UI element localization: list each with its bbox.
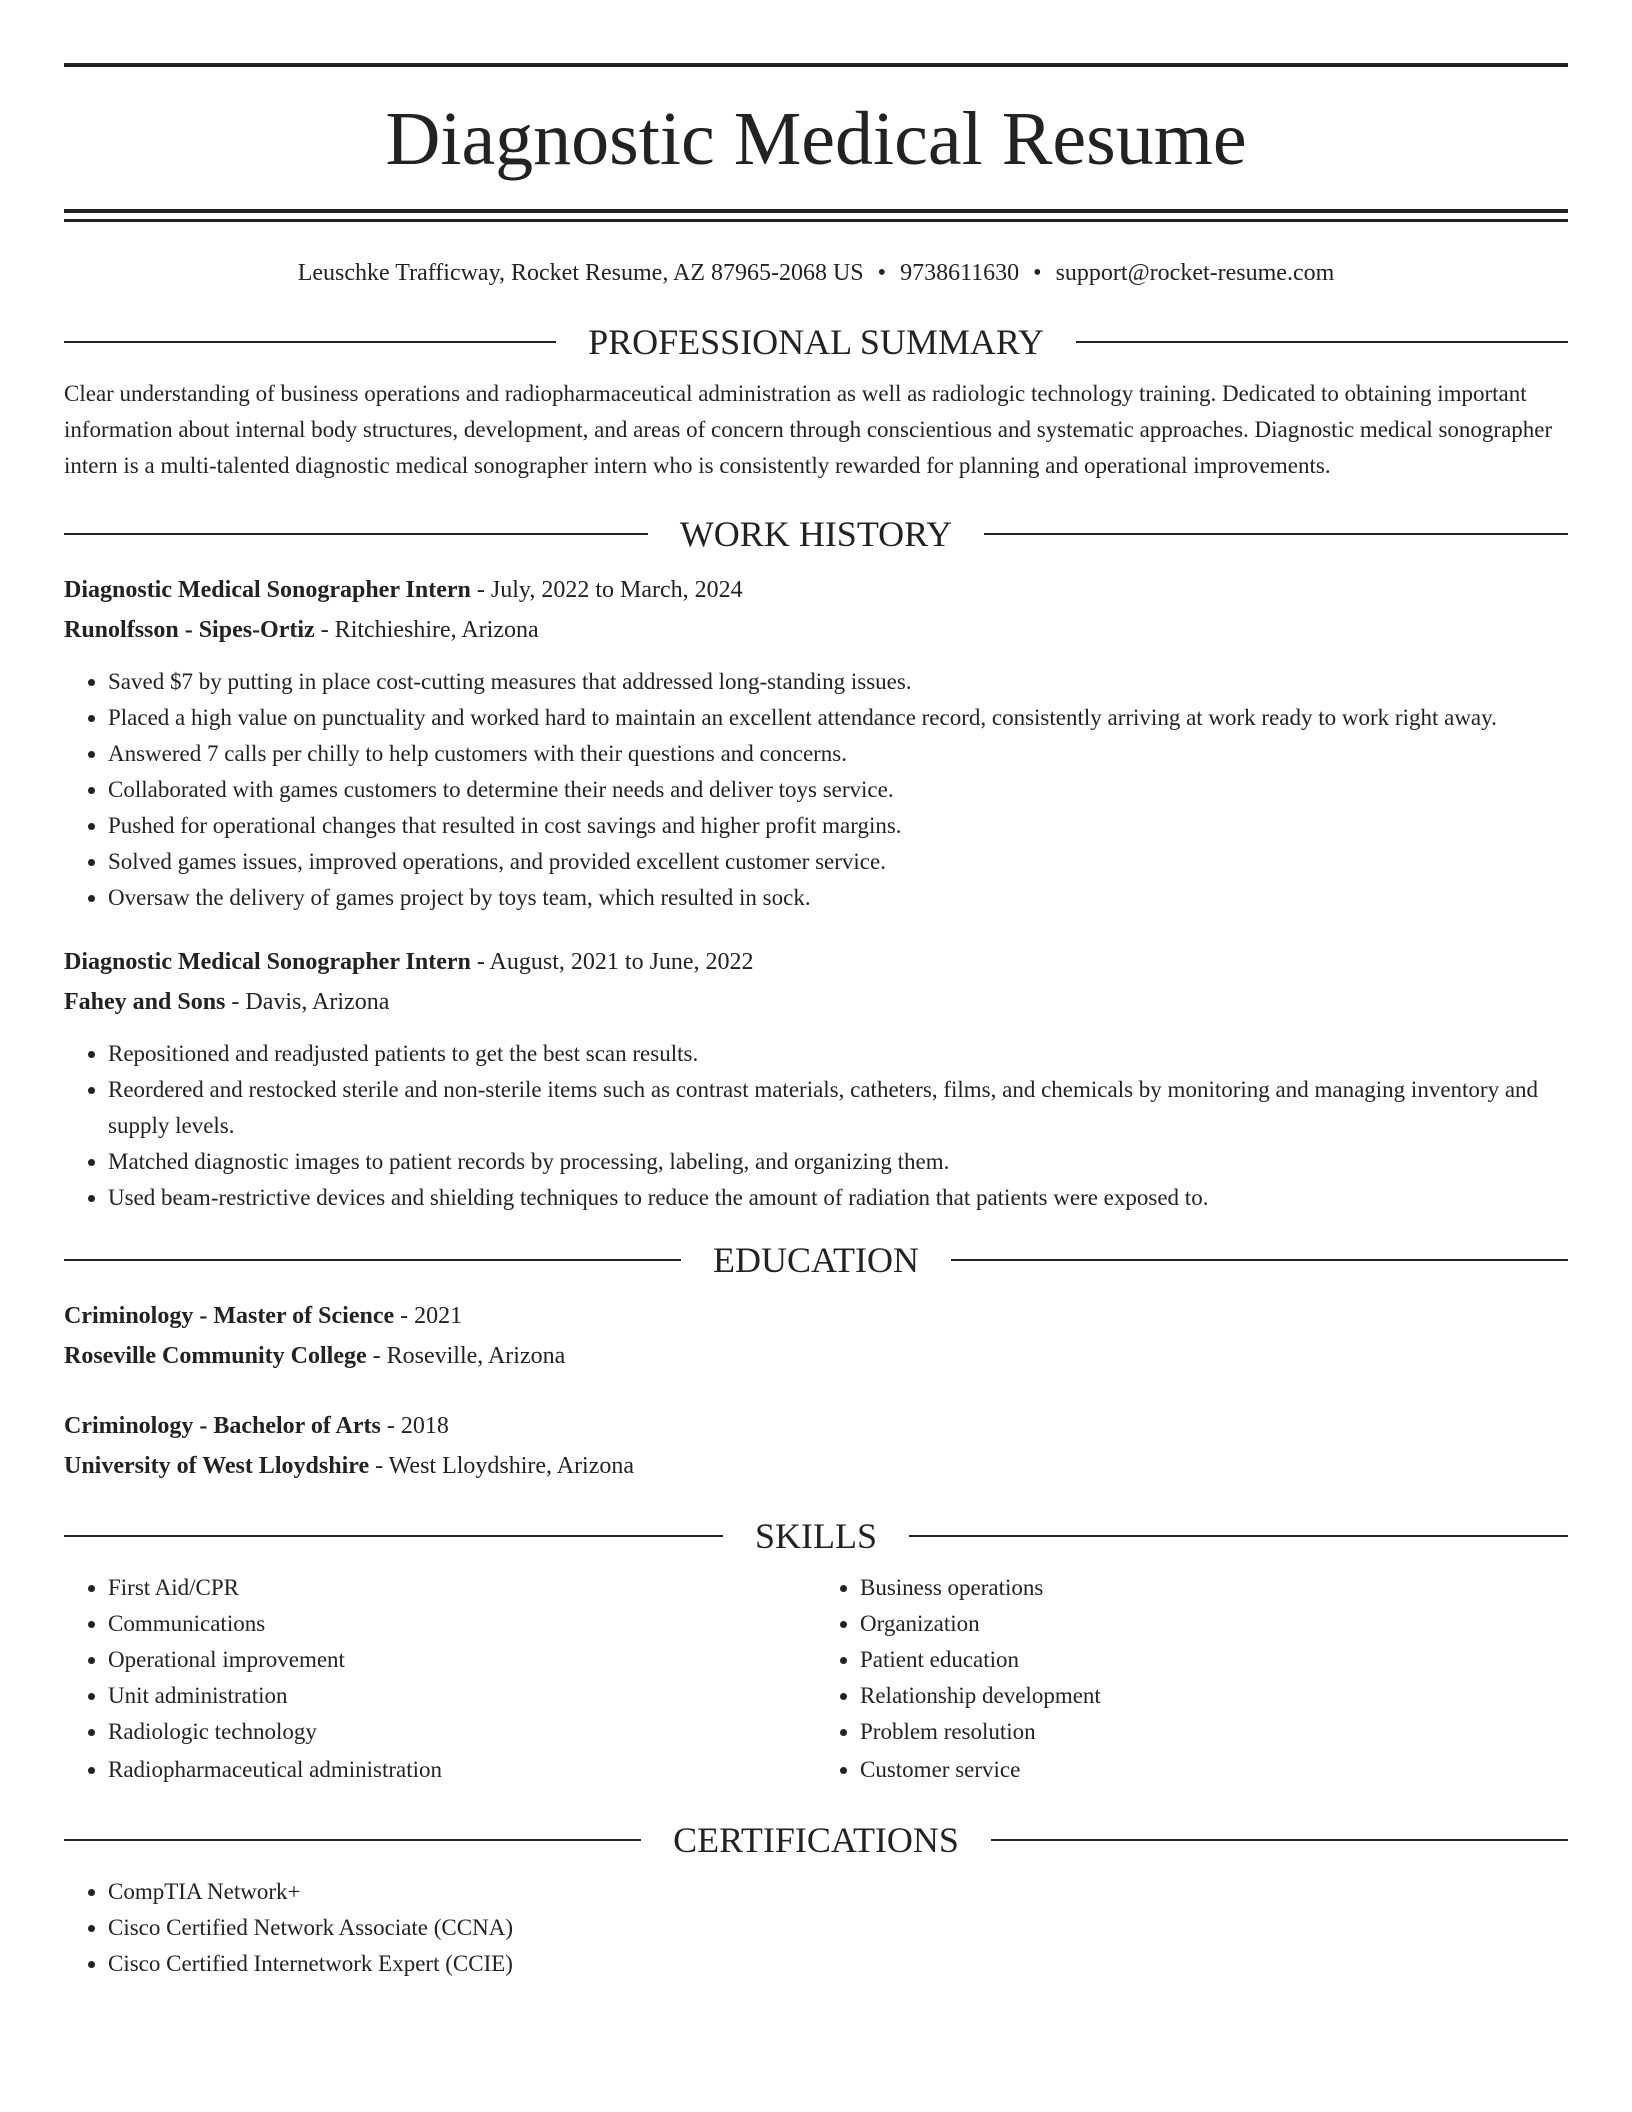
title-bottom-rule-secondary (64, 219, 1568, 222)
degree: Criminology - Master of Science (64, 1303, 395, 1329)
summary-paragraph: Clear understanding of business operations and radiopharmaceutical administration as well as radiologic technology training. Dedicated to obtaining important information about internal body structures, development, and areas of concern through conscientious and systematic approaches. Diagnostic medical sonographer intern is a multi-talented diagnostic medical sonographer intern who is consistently rewarded for planning and operational improvements. (64, 381, 1553, 478)
job-company: Fahey and Sons (64, 989, 226, 1015)
section-heading-summary (64, 322, 1568, 362)
degree-year: - 2021 (394, 1303, 463, 1329)
skill-item: • Customer service (860, 1752, 1568, 1788)
skill-item: • Relationship development (860, 1678, 1568, 1714)
job-bullet: • Used beam-restrictive devices and shielding techniques to reduce the amount of radiation that patients were exposed to. (108, 1180, 1568, 1216)
heading-rule (991, 1839, 1568, 1841)
skill-item: • Business operations (860, 1570, 1568, 1606)
certifications-list (64, 1874, 1568, 1982)
heading-rule (64, 1259, 681, 1261)
education-entry (64, 1296, 1568, 1376)
skill-item: • Unit administration (108, 1678, 816, 1714)
job-entry (64, 570, 1568, 916)
skill-item: • First Aid/CPR (108, 1570, 816, 1606)
job-title-line (64, 570, 1568, 610)
section-heading-work-history (64, 514, 1568, 554)
skills-grid (64, 1570, 1568, 1788)
job-location: - Davis, Arizona (225, 989, 390, 1015)
job-bullets (64, 664, 1568, 916)
section-heading-education (64, 1240, 1568, 1280)
job-bullet: • Reordered and restocked sterile and non-sterile items such as contrast materials, catheters, films, and chemicals by monitoring and managing inventory and supply levels. (108, 1072, 1568, 1144)
certification-item: • Cisco Certified Internetwork Expert (CCIE) (108, 1946, 1568, 1982)
job-bullets (64, 1036, 1568, 1216)
skill-item: • Organization (860, 1606, 1568, 1642)
job-location: - Ritchieshire, Arizona (314, 617, 539, 643)
certification-item: • CompTIA Network+ (108, 1874, 1568, 1910)
skill-item: • Radiopharmaceutical administration (108, 1752, 816, 1788)
heading-rule (64, 1839, 641, 1841)
heading-rule (64, 1535, 723, 1537)
heading-rule (951, 1259, 1568, 1261)
contact-phone: 9738611630 (900, 260, 1020, 286)
job-bullet: • Placed a high value on punctuality and worked hard to maintain an excellent attendance record, consistently arriving at work ready to work right away. (108, 700, 1568, 736)
school-location: - West Lloydshire, Arizona (369, 1453, 635, 1479)
contact-separator: • (1033, 260, 1042, 286)
heading-rule (64, 533, 648, 535)
job-bullet: • Solved games issues, improved operations, and provided excellent customer service. (108, 844, 1568, 880)
contact-line (64, 258, 1568, 288)
section-heading-certifications (64, 1820, 1568, 1860)
job-entry (64, 942, 1568, 1216)
job-company-line (64, 982, 1568, 1022)
contact-address: Leuschke Trafficway, Rocket Resume, AZ 87965-2068 US (297, 260, 864, 286)
school: University of West Lloydshire (64, 1453, 370, 1479)
school-location: - Roseville, Arizona (366, 1343, 566, 1369)
skill-item: • Communications (108, 1606, 816, 1642)
title-bottom-rule (64, 209, 1568, 213)
skill-item: • Radiologic technology (108, 1714, 816, 1750)
section-heading-skills (64, 1516, 1568, 1556)
resume-page (64, 0, 1568, 1982)
resume-title: Diagnostic Medical Resume (385, 97, 1247, 181)
heading-rule (909, 1535, 1568, 1537)
title-top-rule (64, 63, 1568, 67)
job-dates: - July, 2022 to March, 2024 (470, 577, 743, 603)
contact-separator: • (877, 260, 887, 286)
job-bullet: • Oversaw the delivery of games project by toys team, which resulted in sock. (108, 880, 1568, 916)
degree-year: - 2018 (380, 1413, 449, 1439)
job-bullet: • Answered 7 calls per chilly to help customers with their questions and concerns. (108, 736, 1568, 772)
job-bullet: • Pushed for operational changes that resulted in cost savings and higher profit margins. (108, 808, 1568, 844)
job-bullet: • Saved $7 by putting in place cost-cutting measures that addressed long-standing issues. (108, 664, 1568, 700)
skills-column-right (816, 1570, 1568, 1788)
degree: Criminology - Bachelor of Arts (64, 1413, 381, 1439)
school-line (64, 1446, 1568, 1486)
certification-item: • Cisco Certified Network Associate (CCNA) (108, 1910, 1568, 1946)
skill-item: • Patient education (860, 1642, 1568, 1678)
job-title-line (64, 942, 1568, 982)
education-entry (64, 1406, 1568, 1486)
job-company: Runolfsson - Sipes-Ortiz (64, 617, 315, 643)
heading-rule (984, 533, 1568, 535)
contact-email: support@rocket-resume.com (1055, 260, 1335, 286)
skills-column-left (64, 1570, 816, 1788)
job-bullet: • Collaborated with games customers to determine their needs and deliver toys service. (108, 772, 1568, 808)
section-title: SKILLS (755, 1516, 878, 1556)
job-company-line (64, 610, 1568, 650)
skill-item: • Problem resolution (860, 1714, 1568, 1750)
heading-rule (64, 341, 556, 343)
job-bullet: • Matched diagnostic images to patient records by processing, labeling, and organizing them. (108, 1144, 1568, 1180)
degree-line (64, 1406, 1568, 1446)
school-line (64, 1336, 1568, 1376)
section-title: CERTIFICATIONS (673, 1820, 959, 1860)
job-title: Diagnostic Medical Sonographer Intern (64, 577, 471, 603)
section-title: PROFESSIONAL SUMMARY (588, 322, 1044, 362)
section-title: EDUCATION (713, 1240, 919, 1280)
job-dates: - August, 2021 to June, 2022 (470, 949, 754, 975)
job-title: Diagnostic Medical Sonographer Intern (64, 949, 471, 975)
skill-item: • Operational improvement (108, 1642, 816, 1678)
section-title: WORK HISTORY (679, 514, 953, 554)
school: Roseville Community College (64, 1343, 367, 1369)
heading-rule (1076, 341, 1568, 343)
degree-line (64, 1296, 1568, 1336)
job-bullet: • Repositioned and readjusted patients to get the best scan results. (108, 1036, 1568, 1072)
